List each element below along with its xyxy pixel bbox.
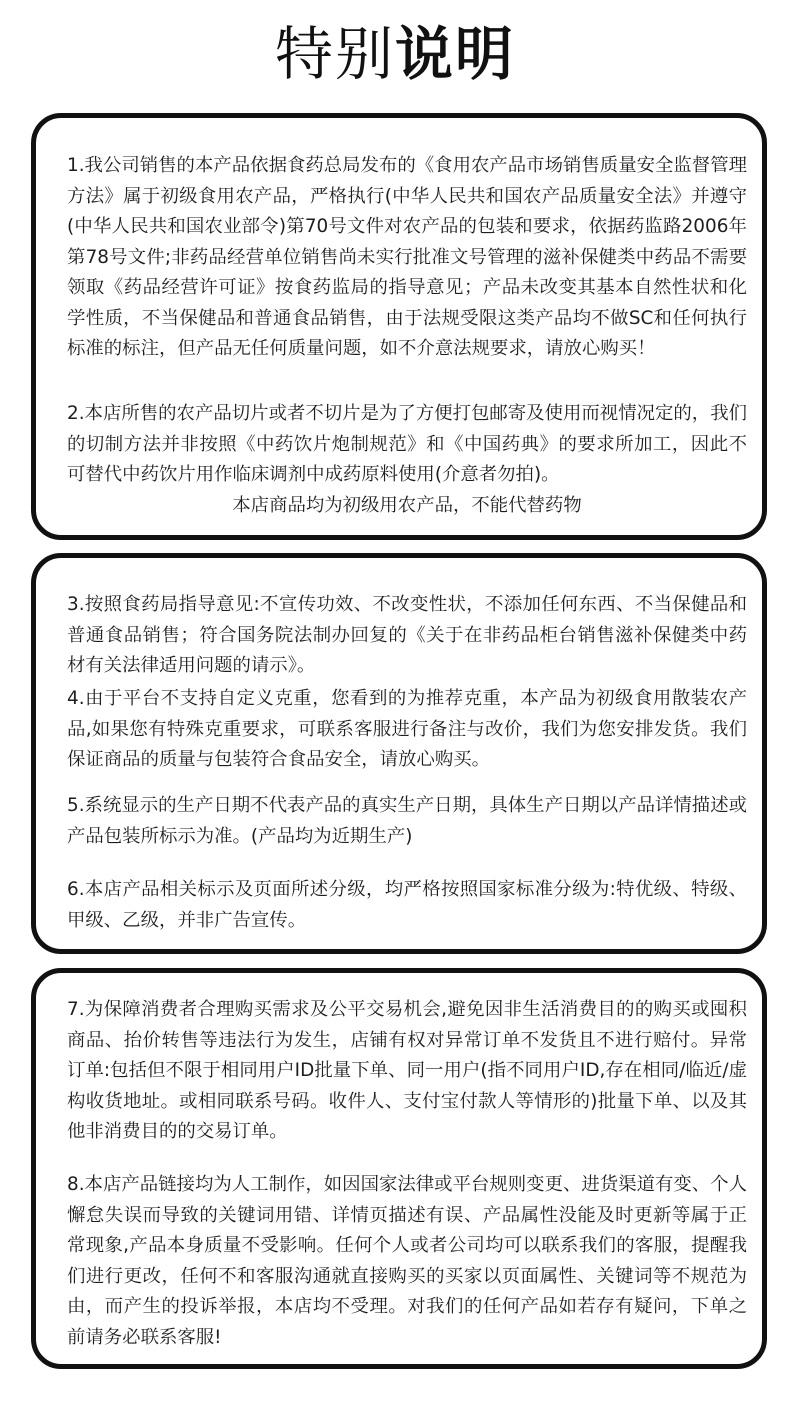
notice-item-3: 3.按照食药局指导意见:不宣传功效、不改变性状，不添加任何东西、不当保健品和普通食品销售；符合国务院法制办回复的《关于在非药品柜台销售滋补保健类中药材有关法律适用问题的请示》。: [67, 594, 747, 676]
notice-item-4: 4.由于平台不支持自定义克重，您看到的为推荐克重，本产品为初级食用散装农产品,如果您有特殊克重要求，可联系客服进行备注与改价，我们为您安排发货。我们保证商品的质量与包装符合食品安全，请放心购买。: [67, 688, 747, 770]
notice-box-1: [31, 113, 767, 540]
notice-item-1: 1.我公司销售的本产品依据食药总局发布的《食用农产品市场销售质量安全监督管理方法》属于初级食用农产品，严格执行(中华人民共和国农产品质量安全法》并遵守(中华人民共和国农业部令)第70号文件对农产品的包装和要求，依据药监路2006年第78号文件;非药品经营单位销售尚未实行批准文号管理的滋补保健类中药品不需要领取《药品经营许可证》按食药监局的指导意见；产品未改变其基本自然性状和化学性质，不当保健品和普通食品销售，由于法规受限这类产品均不做SC和任何执行标准的标注，但产品无任何质量问题，如不介意法规要求，请放心购买！: [67, 155, 747, 359]
page-title-emphasis: 说明: [395, 20, 516, 88]
page-title: [0, 14, 790, 94]
notice-item-6: 6.本店产品相关标示及页面所述分级，均严格按照国家标准分级为:特优级、特级、甲级、乙级，并非广告宣传。: [67, 879, 747, 931]
page-title-prefix: 特别: [274, 20, 395, 88]
notice-summary: 本店商品均为初级用农产品，不能代替药物: [232, 495, 582, 516]
notice-item-8: 8.本店产品链接均为人工制作，如因国家法律或平台规则变更、进货渠道有变、个人懈怠失误而导致的关键词用错、详情页描述有误、产品属性没能及时更新等属于正常现象,产品本身质量不受影响。任何个人或者公司均可以联系我们的客服，提醒我们进行更改，任何不和客服沟通就直接购买的买家以页面属性、关键词等不规范为由，而产生的投诉举报，本店均不受理。对我们的任何产品如若存有疑问，下单之前请务必联系客服!: [67, 1174, 747, 1348]
notice-item-5: 5.系统显示的生产日期不代表产品的真实生产日期，具体生产日期以产品详情描述或产品包装所标示为准。(产品均为近期生产): [67, 795, 747, 847]
notice-box-3: [31, 968, 767, 1369]
notice-item-2: 2.本店所售的农产品切片或者不切片是为了方便打包邮寄及使用而视情况定的，我们的切制方法并非按照《中药饮片炮制规范》和《中国药典》的要求所加工，因此不可替代中药饮片用作临床调剂中成药原料使用(介意者勿拍)。: [67, 403, 747, 485]
notice-box-2: [31, 553, 767, 954]
notice-item-7: 7.为保障消费者合理购买需求及公平交易机会,避免因非生活消费目的的购买或囤积商品、抬价转售等违法行为发生，店铺有权对异常订单不发货且不进行赔付。异常订单:包括但不限于相同用户ID批量下单、同一用户(指不同用户ID,存在相同/临近/虚构收货地址。或相同联系号码。收件人、支付宝付款人等情形的)批量下单、以及其他非消费目的的交易订单。: [67, 999, 747, 1142]
